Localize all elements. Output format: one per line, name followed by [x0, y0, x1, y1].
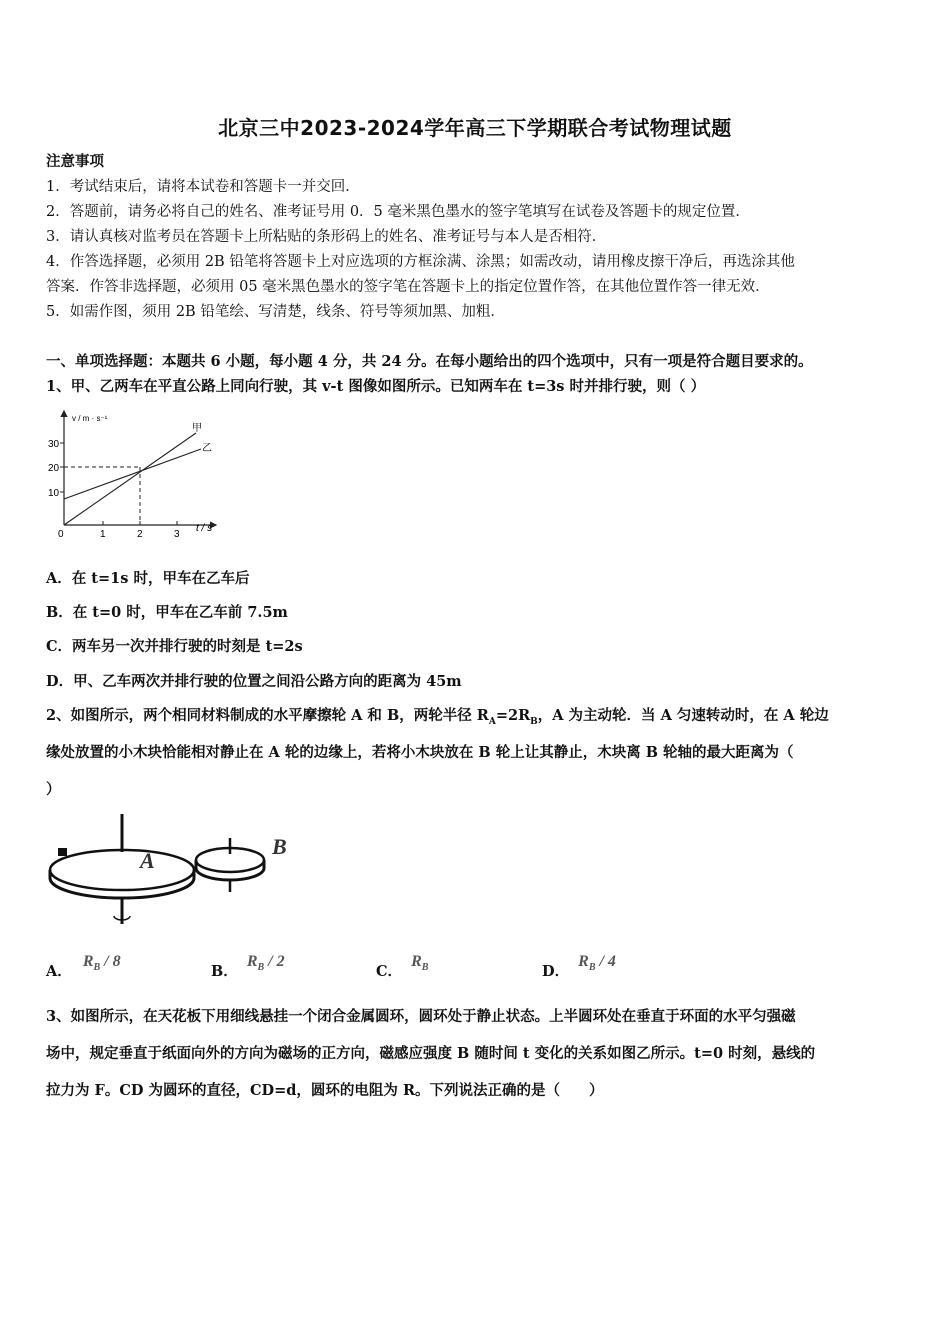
q2-wheels-figure	[44, 812, 304, 932]
wheel-a	[50, 850, 194, 890]
xtick: 3	[174, 529, 180, 540]
q2-stem-line1: 2、如图所示，两个相同材料制成的水平摩擦轮 A 和 B，两轮半径 $R_A=2R_B$，A 为主动轮．当 A 匀速转动时，在 A 轮边	[46, 707, 829, 727]
q1-option-b: B．在 t=0 时，甲车在乙车前 7.5m	[46, 604, 288, 621]
y-axis-label: v / m · s⁻¹	[72, 414, 108, 423]
q1-stem: 1、甲、乙两车在平直公路上同向行驶，其 v-t 图像如图所示。已知两车在 t=3s 时并排行驶，则（ ）	[46, 378, 706, 395]
q1-vt-graph	[46, 405, 226, 540]
notice-item: 2．答题前，请务必将自己的姓名、准考证号用 0．5 毫米黑色墨水的签字笔填写在试卷及答题卡的规定位置．	[46, 204, 750, 220]
q2-option-c: C． $R_B$	[376, 953, 429, 980]
notice-item: 答案．作答非选择题，必须用 05 毫米黑色墨水的签字笔在答题卡上的指定位置作答，在其他位置作答一律无效．	[46, 279, 770, 295]
notice-item: 3．请认真核对监考员在答题卡上所粘贴的条形码上的姓名、准考证号与本人是否相符．	[46, 229, 607, 245]
notice-heading: 注意事项	[46, 153, 104, 170]
section-heading: 一、单项选择题：本题共 6 小题，每小题 4 分，共 24 分。在每小题给出的四个选项中，只有一项是符合题目要求的。	[46, 353, 813, 370]
label-yi: 乙	[202, 443, 212, 454]
page-title: 北京三中2023-2024学年高三下学期联合考试物理试题	[218, 116, 732, 140]
xtick: 2	[137, 529, 143, 540]
notice-item: 4．作答选择题，必须用 2B 铅笔将答题卡上对应选项的方框涂满、涂黑；如需改动，请用橡皮擦干净后，再选涂其他	[46, 254, 795, 270]
ytick: 10	[48, 488, 60, 499]
label-b: B	[272, 834, 287, 859]
ytick: 20	[48, 463, 60, 474]
q3-line3: 拉力为 F。CD 为圆环的直径，CD=d，圆环的电阻为 R。下列说法正确的是（ ）	[46, 1082, 604, 1099]
label-a: A	[140, 848, 155, 873]
q1-option-c: C．两车另一次并排行驶的时刻是 t=2s	[46, 638, 303, 655]
line-yi	[64, 449, 201, 499]
q2-option-b: B． $R_B / 2$	[211, 953, 285, 980]
q1-option-a: A．在 t=1s 时，甲车在乙车后	[46, 570, 250, 587]
line-jia	[64, 433, 196, 525]
xtick: 1	[100, 529, 106, 540]
notice-item: 5．如需作图，须用 2B 铅笔绘、写清楚，线条、符号等须加黑、加粗．	[46, 304, 505, 320]
q2-stem-line3: ）	[46, 781, 61, 798]
xtick: 0	[58, 529, 64, 540]
q1-option-d: D．甲、乙车两次并排行驶的位置之间沿公路方向的距离为 45m	[46, 673, 462, 690]
q3-line2: 场中，规定垂直于纸面向外的方向为磁场的正方向，磁感应强度 B 随时间 t 变化的关系如图乙所示。t=0 时刻，悬线的	[46, 1045, 816, 1062]
q3-line1: 3、如图所示，在天花板下用细线悬挂一个闭合金属圆环，圆环处于静止状态。上半圆环处在垂直于环面的水平匀强磁	[46, 1008, 796, 1025]
wood-block	[58, 848, 67, 856]
q2-stem-line2: 缘处放置的小木块恰能相对静止在 A 轮的边缘上，若将小木块放在 B 轮上让其静止，木块离 B 轮轴的最大距离为（	[46, 744, 794, 761]
notice-item: 1．考试结束后，请将本试卷和答题卡一并交回．	[46, 179, 360, 195]
ytick: 30	[48, 439, 60, 450]
q2-option-d: D． $R_B / 4$	[542, 953, 616, 980]
x-axis-label: t / s	[196, 523, 213, 534]
label-jia: 甲	[192, 423, 202, 434]
q2-option-a: A． $R_B / 8$	[46, 953, 121, 980]
